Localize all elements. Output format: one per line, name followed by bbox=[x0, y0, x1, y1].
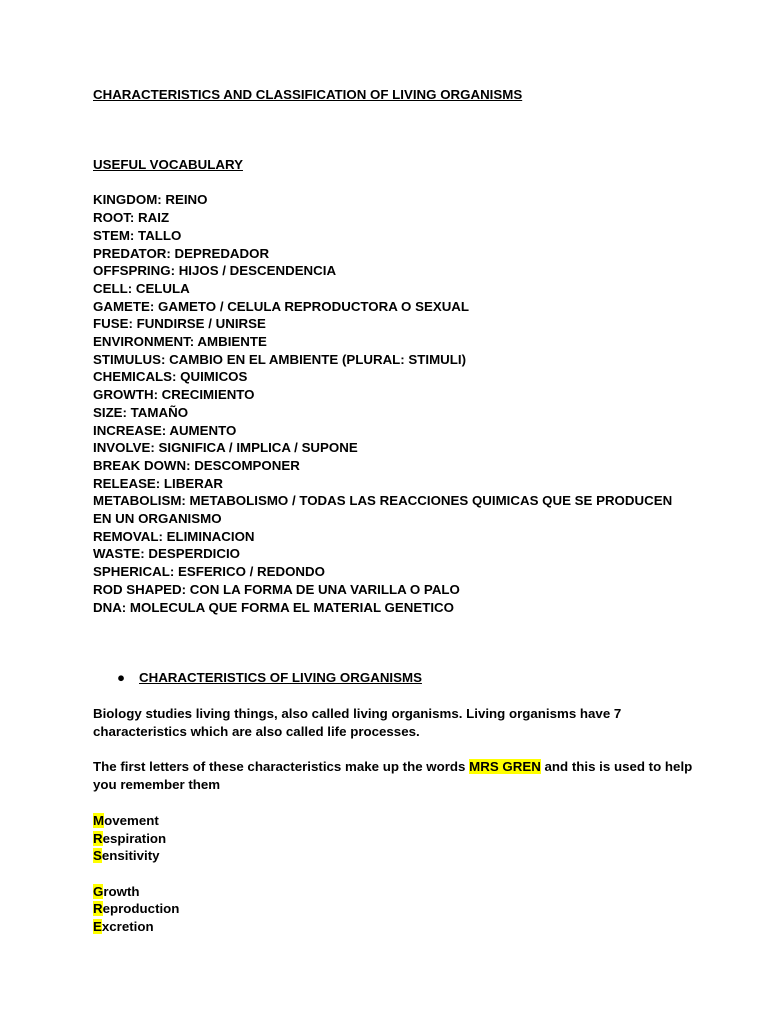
process-initial: E bbox=[93, 919, 102, 934]
process-initial: S bbox=[93, 848, 102, 864]
intro-paragraph: Biology studies living things, also called living organisms. Living organisms have 7 characteristics which are also called life processes. bbox=[93, 705, 622, 739]
vocabulary-item: STEM: TALLO bbox=[93, 227, 182, 243]
process-initial: G bbox=[93, 883, 104, 899]
mnemonic-paragraph bbox=[93, 758, 693, 793]
vocabulary-item: STIMULUS: CAMBIO EN EL AMBIENTE (PLURAL: STIMULI) bbox=[93, 351, 467, 367]
vocabulary-item: PREDATOR: DEPREDADOR bbox=[93, 245, 270, 261]
process-initial: R bbox=[93, 901, 103, 917]
vocabulary-item: ROD SHAPED: CON LA FORMA DE UNA VARILLA O PALO bbox=[93, 581, 460, 597]
life-process-item bbox=[93, 900, 693, 918]
life-process-list bbox=[93, 883, 693, 936]
vocabulary-heading: USEFUL VOCABULARY bbox=[93, 156, 243, 172]
vocabulary-item: METABOLISM: METABOLISMO / TODAS LAS REACCIONES QUIMICAS QUE SE PRODUCEN EN UN ORGANISMO bbox=[93, 493, 673, 527]
vocabulary-item: GROWTH: CRECIMIENTO bbox=[93, 387, 255, 403]
bullet-icon: ● bbox=[117, 670, 126, 686]
process-rest: rowth bbox=[103, 883, 140, 899]
life-process-item bbox=[93, 847, 693, 865]
vocabulary-item: ENVIRONMENT: AMBIENTE bbox=[93, 334, 267, 350]
process-rest: ensitivity bbox=[101, 848, 160, 864]
process-initial: R bbox=[93, 830, 103, 846]
mnemonic-text-before: The first letters of these characteristics make up the words bbox=[93, 759, 470, 775]
life-process-item bbox=[93, 883, 693, 901]
vocabulary-item: KINGDOM: REINO bbox=[93, 192, 208, 208]
process-rest: xcretion bbox=[101, 919, 154, 934]
document-page bbox=[93, 86, 693, 936]
vocabulary-item: REMOVAL: ELIMINACION bbox=[93, 528, 255, 544]
life-process-item bbox=[93, 830, 693, 848]
vocabulary-item: CHEMICALS: QUIMICOS bbox=[93, 369, 248, 385]
vocabulary-item: CELL: CELULA bbox=[93, 280, 190, 296]
life-process-item bbox=[93, 918, 693, 936]
section-heading: CHARACTERISTICS OF LIVING ORGANISMS bbox=[139, 670, 422, 686]
vocabulary-item: ROOT: RAIZ bbox=[93, 210, 170, 226]
vocabulary-item: FUSE: FUNDIRSE / UNIRSE bbox=[93, 316, 266, 332]
vocabulary-item: SIZE: TAMAÑO bbox=[93, 404, 189, 420]
vocabulary-item: DNA: MOLECULA QUE FORMA EL MATERIAL GENETICO bbox=[93, 599, 454, 615]
vocabulary-item: RELEASE: LIBERAR bbox=[93, 475, 224, 491]
process-initial: M bbox=[93, 812, 105, 828]
vocabulary-item: OFFSPRING: HIJOS / DESCENDENCIA bbox=[93, 263, 337, 279]
process-rest: ovement bbox=[104, 812, 159, 828]
life-process-item bbox=[93, 812, 693, 830]
vocabulary-item: INCREASE: AUMENTO bbox=[93, 422, 237, 438]
vocabulary-item: WASTE: DESPERDICIO bbox=[93, 546, 241, 562]
vocabulary-item: INVOLVE: SIGNIFICA / IMPLICA / SUPONE bbox=[93, 440, 358, 456]
section-bullet-item bbox=[93, 669, 693, 687]
process-rest: espiration bbox=[102, 830, 167, 846]
vocabulary-item: BREAK DOWN: DESCOMPONER bbox=[93, 457, 300, 473]
process-rest: eproduction bbox=[102, 901, 180, 917]
mnemonic-highlight: MRS GREN bbox=[469, 759, 541, 775]
vocabulary-list bbox=[93, 191, 693, 616]
life-process-list bbox=[93, 812, 693, 865]
vocabulary-item: GAMETE: GAMETO / CELULA REPRODUCTORA O SEXUAL bbox=[93, 298, 470, 314]
document-title: CHARACTERISTICS AND CLASSIFICATION OF LIVING ORGANISMS bbox=[93, 87, 523, 102]
mnemonic-text-after: and this is used to help you remember them bbox=[93, 759, 693, 793]
vocabulary-item: SPHERICAL: ESFERICO / REDONDO bbox=[93, 564, 325, 580]
